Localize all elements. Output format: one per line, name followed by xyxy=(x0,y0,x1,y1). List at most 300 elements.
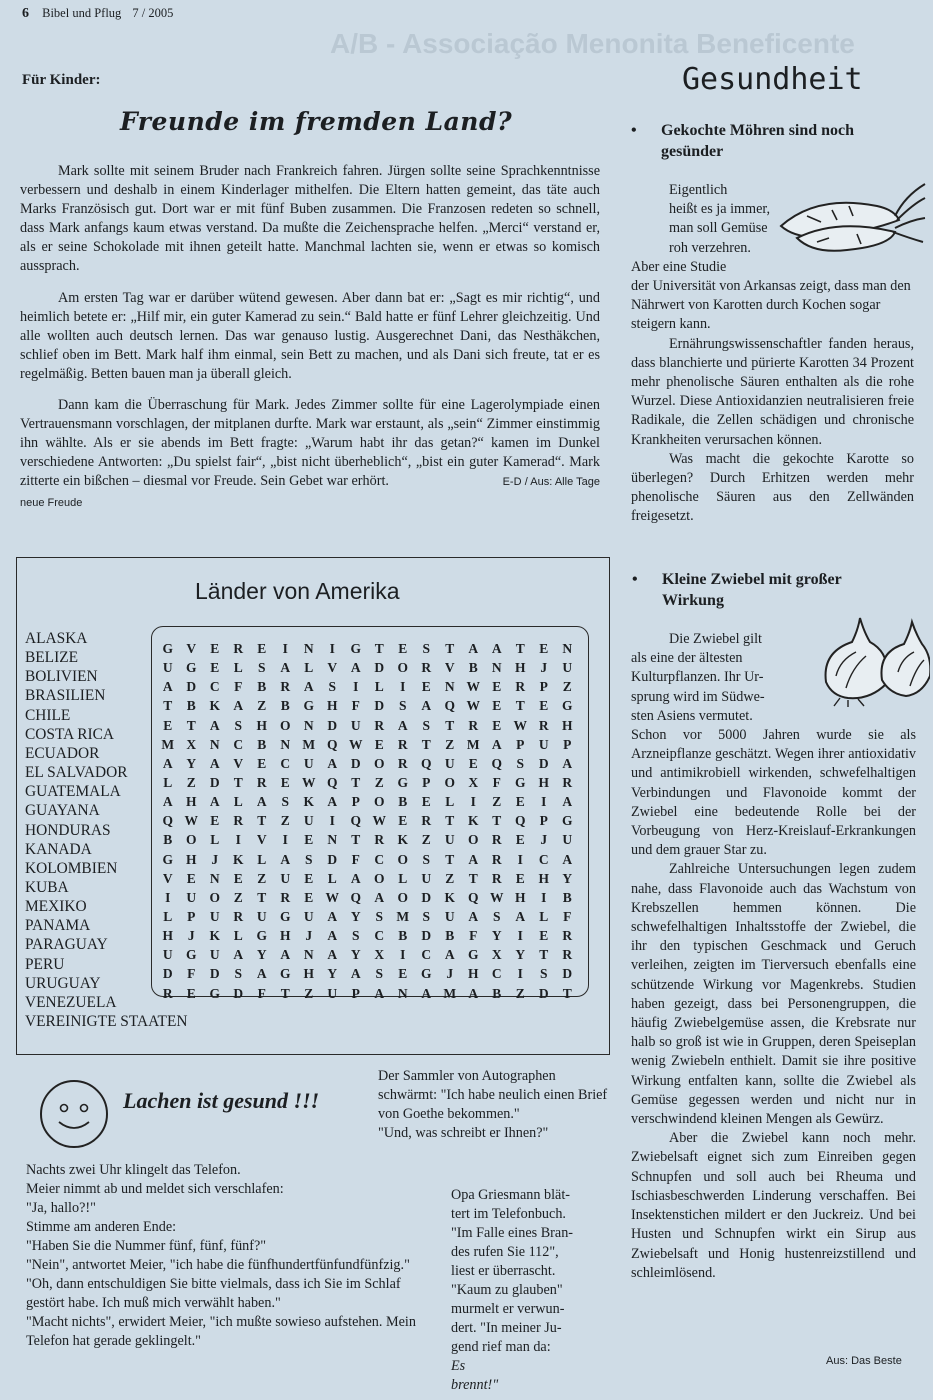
grid-letter: U xyxy=(256,908,267,924)
grid-letter: U xyxy=(209,908,220,924)
grid-letter: X xyxy=(374,947,385,963)
grid-letter: N xyxy=(280,736,291,752)
grid-letter: I xyxy=(329,641,335,656)
grid-letter: Z xyxy=(233,889,243,905)
grid-letter: H xyxy=(256,717,267,733)
grid-letter: T xyxy=(445,717,455,733)
grid-letter: E xyxy=(163,717,173,733)
grid-letter: G xyxy=(162,641,173,656)
grid-letter: W xyxy=(325,889,339,905)
grid-letter: B xyxy=(257,736,267,752)
page-number: 6 xyxy=(22,6,29,21)
country-item: KOLOMBIEN xyxy=(25,859,118,877)
grid-letter: E xyxy=(186,985,196,1001)
grid-letter: D xyxy=(350,755,361,771)
grid-letter: B xyxy=(492,985,502,1001)
grid-letter: A xyxy=(515,908,526,924)
grid-letter: V xyxy=(444,660,455,676)
grid-letter: I xyxy=(517,928,523,944)
grid-letter: U xyxy=(280,870,291,886)
grid-letter: S xyxy=(422,908,430,924)
grid-letter: H xyxy=(538,774,549,790)
grid-letter: O xyxy=(397,889,408,905)
grid-letter: Y xyxy=(327,966,338,982)
grid-letter: O xyxy=(444,774,455,790)
joke-opa xyxy=(451,1186,601,1395)
grid-letter: W xyxy=(466,679,480,695)
grid-letter: A xyxy=(444,947,455,963)
grid-letter: P xyxy=(516,736,525,752)
grid-letter: U xyxy=(562,832,573,848)
grid-letter: E xyxy=(421,679,431,695)
grid-letter: S xyxy=(328,679,336,695)
grid-letter: I xyxy=(517,966,523,982)
grid-letter: F xyxy=(351,698,360,714)
grid-letter: D xyxy=(374,698,385,714)
grid-letter: R xyxy=(468,717,479,733)
grid-letter: D xyxy=(327,851,338,867)
grid-letter: D xyxy=(233,985,244,1001)
grid-letter: G xyxy=(303,698,314,714)
grid-letter: E xyxy=(398,641,408,656)
country-item: KUBA xyxy=(25,878,69,896)
grid-letter: H xyxy=(185,851,197,867)
grid-letter: S xyxy=(422,851,430,867)
grid-letter: E xyxy=(492,679,502,695)
carrot-intro-line: heißt es ja immer, xyxy=(669,201,771,218)
joke-line: Der Sammler von Autographen schwärmt: "Ich habe neulich einen Brief von Goethe bekommen." xyxy=(378,1068,608,1122)
grid-letter: N xyxy=(209,870,220,886)
grid-letter: J xyxy=(540,832,548,848)
grid-letter: Y xyxy=(350,947,361,963)
grid-letter: A xyxy=(468,851,479,867)
grid-letter: C xyxy=(538,851,549,867)
onion-heading: • Kleine Zwiebel mit großer Wirkung xyxy=(662,569,862,611)
country-item: VENEZUELA xyxy=(25,993,117,1011)
grid-letter: I xyxy=(282,832,288,848)
grid-letter: C xyxy=(209,679,220,695)
grid-letter: A xyxy=(209,755,220,771)
grid-letter: Z xyxy=(304,985,314,1001)
country-item: BOLIVIEN xyxy=(25,668,98,686)
grid-letter: X xyxy=(186,736,197,752)
country-item: VEREINIGTE STAATEN xyxy=(25,1013,188,1030)
grid-letter: R xyxy=(491,832,502,848)
grid-letter: A xyxy=(468,908,479,924)
grid-letter: E xyxy=(304,832,314,848)
grid-letter: T xyxy=(257,889,267,905)
grid-letter: T xyxy=(374,641,384,656)
grid-letter: D xyxy=(209,966,220,982)
grid-letter: I xyxy=(282,641,288,656)
grid-letter: R xyxy=(374,717,385,733)
onion-article xyxy=(631,630,916,1283)
grid-letter: A xyxy=(327,947,338,963)
publication-name: Bibel und Pflug xyxy=(42,6,122,20)
onion-intro-line: Kulturpflanzen. Ihr Ur- xyxy=(631,669,764,686)
grid-letter: Z xyxy=(445,870,455,886)
grid-letter: V xyxy=(162,870,173,886)
grid-letter: S xyxy=(492,908,501,924)
grid-letter: F xyxy=(234,679,243,695)
grid-letter: A xyxy=(327,928,338,944)
grid-letter: G xyxy=(279,966,291,982)
country-item: HONDURAS xyxy=(25,821,111,839)
joke-line: "Oh, dann entschuldigen Sie bitte vielmals, dass ich Sie im Schlaf gestört habe. Ich muß mich verwählt haben." xyxy=(26,1276,401,1311)
grid-letter: E xyxy=(492,717,502,733)
health-section-title: Gesundheit xyxy=(682,62,863,97)
grid-letter: C xyxy=(491,966,502,982)
carrot-article xyxy=(631,181,914,527)
grid-letter: E xyxy=(186,870,196,886)
country-item: CHILE xyxy=(25,706,71,724)
grid-letter: I xyxy=(400,947,406,963)
grid-letter: L xyxy=(539,908,549,924)
grid-letter: R xyxy=(562,928,573,944)
grid-letter: A xyxy=(162,794,173,810)
grid-letter: O xyxy=(397,851,408,867)
grid-letter: S xyxy=(234,966,242,982)
grid-letter: F xyxy=(351,851,360,867)
grid-letter: H xyxy=(514,660,526,676)
grid-letter: U xyxy=(162,660,173,676)
grid-letter: A xyxy=(280,947,291,963)
grid-letter: D xyxy=(538,985,549,1001)
story-title: Freunde im fremden Land? xyxy=(120,107,513,136)
grid-letter: S xyxy=(257,660,266,676)
carrot-heading: • Gekochte Möhren sind noch gesünder xyxy=(661,120,861,162)
grid-letter: A xyxy=(327,908,338,924)
joke-punchline: Es xyxy=(451,1358,466,1374)
grid-letter: A xyxy=(209,794,220,810)
grid-letter: A xyxy=(280,851,291,867)
grid-letter: E xyxy=(539,641,549,656)
grid-letter: N xyxy=(562,641,573,656)
grid-letter: T xyxy=(539,947,549,963)
grid-letter: A xyxy=(491,641,502,656)
country-item: ALASKA xyxy=(25,630,88,647)
grid-letter: A xyxy=(256,794,267,810)
joke-line: "Kaum zu glauben" xyxy=(451,1282,563,1298)
grid-letter: C xyxy=(233,736,244,752)
grid-letter: S xyxy=(375,908,383,924)
grid-letter: J xyxy=(187,928,195,944)
grid-letter: A xyxy=(350,660,361,676)
grid-letter: O xyxy=(373,870,385,886)
grid-letter: I xyxy=(470,794,476,810)
grid-letter: R xyxy=(256,774,267,790)
grid-letter: U xyxy=(186,889,197,905)
grid-letter: A xyxy=(162,679,173,695)
grid-letter: G xyxy=(514,774,526,790)
grid-letter: A xyxy=(562,755,573,771)
grid-letter: G xyxy=(561,813,573,829)
grid-letter: O xyxy=(467,832,479,848)
grid-letter: A xyxy=(327,794,338,810)
grid-letter: S xyxy=(422,641,430,656)
onion-intro-line: Die Zwiebel gilt xyxy=(669,631,762,647)
grid-letter: T xyxy=(351,832,361,848)
grid-letter: T xyxy=(492,813,502,829)
grid-letter: E xyxy=(233,870,243,886)
grid-letter: G xyxy=(467,947,479,963)
grid-letter: Y xyxy=(350,908,361,924)
grid-letter: J xyxy=(446,966,454,982)
joke-phone xyxy=(26,1161,426,1351)
page-header xyxy=(22,6,173,22)
grid-letter: U xyxy=(444,755,455,771)
health-source: Aus: Das Beste xyxy=(826,1355,902,1367)
grid-letter: R xyxy=(397,755,408,771)
grid-letter: A xyxy=(233,947,244,963)
country-item: BELIZE xyxy=(25,649,78,667)
grid-letter: E xyxy=(210,813,220,829)
grid-letter: O xyxy=(209,889,220,905)
grid-letter: K xyxy=(444,889,455,905)
grid-letter: U xyxy=(350,717,361,733)
grid-letter: O xyxy=(279,717,291,733)
grid-letter: D xyxy=(374,660,385,676)
grid-letter: K xyxy=(303,794,314,810)
grid-letter: Z xyxy=(562,679,572,695)
onion-paragraph: Aber die Zwiebel kann noch mehr. Zwiebelsaft eignet sich zum Einreiben gegen Schnupfen und soll auch bei Rheuma und Ischiasbeschwerden Linderung verschaffen. Bei Insektenstichen mildert er den Juckreiz. Und bei Husten und Schnupfen wirkt ein Sirup aus Zwiebelsaft und Honig hustenreizstillend und schleimlösend. xyxy=(631,1130,916,1281)
grid-letter: H xyxy=(326,698,338,714)
story-paragraph: Mark sollte mit seinem Bruder nach Frankreich fahren. Jürgen sollte seine Sprachkenntnisse verbessern und deshalb in einem Kinderlager mithelfen. Die Eltern hatten gemeint, das täte auch Marks Französisch gut. Dort war er mit fünf Buben zusammen. Die Franzosen redeten so schnell, dass Mark anfangs kaum etwas verstand. Da mußte die Zeichensprache helfen. „Merci“ verstand er, als er seine Schokolade mit ihnen geteilt hatte. Manchmal lachten sie, wenn er etwas so komisch aussprach. xyxy=(20,163,600,275)
grid-letter: D xyxy=(209,774,220,790)
grid-letter: F xyxy=(187,966,196,982)
grid-letter: A xyxy=(327,755,338,771)
grid-letter: E xyxy=(539,928,549,944)
grid-letter: N xyxy=(491,660,502,676)
carrot-intro-line: Eigentlich xyxy=(669,182,728,198)
grid-letter: S xyxy=(422,717,430,733)
grid-letter: W xyxy=(490,889,504,905)
grid-letter: P xyxy=(422,774,431,790)
grid-letter: L xyxy=(257,851,267,867)
grid-letter: R xyxy=(421,813,432,829)
grid-letter: D xyxy=(421,889,432,905)
grid-letter: H xyxy=(162,928,173,944)
grid-letter: O xyxy=(373,794,385,810)
grid-letter: Z xyxy=(374,774,384,790)
grid-letter: Y xyxy=(515,947,526,963)
grid-letter: J xyxy=(305,928,313,944)
grid-letter: Z xyxy=(492,794,502,810)
grid-letter: N xyxy=(209,736,220,752)
grid-letter: E xyxy=(210,641,220,656)
grid-letter: G xyxy=(279,908,291,924)
grid-letter: Z xyxy=(186,774,196,790)
grid-letter: O xyxy=(397,660,408,676)
grid-letter: N xyxy=(327,832,338,848)
grid-letter: A xyxy=(209,717,220,733)
joke-line: liest er überrascht. xyxy=(451,1263,556,1279)
grid-letter: A xyxy=(350,966,361,982)
joke-autograph xyxy=(378,1067,618,1143)
grid-letter: T xyxy=(257,813,267,829)
story-source: E-D / Aus: Alle Tage neue Freude xyxy=(20,476,600,509)
onion-paragraph: Zahlreiche Untersuchungen legen zudem nahe, dass Flavonoide auch das Wachstum von Krebszellen hemmen können. Die schwefelhaltigen Inhaltsstoffe der Zwiebel, die ihr den typischen Geschmack und Geruch verleihen, zeigten im Tierversuch ebenfalls eine schützende Wirkung vor Magenkrebs. Studien haben gezeigt, dass bei Personengruppen, die häufig Zwiebelgemüse assen, die Krebsrate nur halb so groß ist wie in Gruppen, deren Speiseplan wenig Zwiebeln enthielt. Damit sie ihre positive Wirkung entfalten kann, sollte die Zwiebel als Gemüse gegessen werden und nicht nur in verschwindend kleinen Mengen als Gewürz. xyxy=(631,861,916,1128)
grid-letter: U xyxy=(303,813,314,829)
grid-letter: A xyxy=(491,736,502,752)
grid-letter: B xyxy=(398,794,408,810)
grid-letter: E xyxy=(539,698,549,714)
joke-line: Nachts zwei Uhr klingelt das Telefon. xyxy=(26,1162,241,1178)
grid-letter: I xyxy=(517,851,523,867)
grid-letter: D xyxy=(421,928,432,944)
grid-letter: L xyxy=(374,679,384,695)
grid-letter: W xyxy=(513,717,527,733)
grid-letter: E xyxy=(492,698,502,714)
grid-letter: C xyxy=(421,947,432,963)
grid-letter: U xyxy=(162,947,173,963)
grid-letter: A xyxy=(397,717,408,733)
grid-letter: E xyxy=(468,755,478,771)
grid-letter: A xyxy=(421,698,432,714)
grid-letter: T xyxy=(163,698,173,714)
country-item: MEXIKO xyxy=(25,898,87,916)
grid-letter: Z xyxy=(257,698,267,714)
grid-letter: E xyxy=(421,794,431,810)
grid-letter: G xyxy=(420,966,432,982)
grid-letter: U xyxy=(444,832,455,848)
grid-letter: D xyxy=(162,966,173,982)
country-item: EL SALVADOR xyxy=(25,764,128,782)
grid-letter: I xyxy=(235,832,241,848)
letter-grid xyxy=(151,626,589,1001)
grid-letter: G xyxy=(561,698,573,714)
grid-letter: Y xyxy=(186,755,197,771)
grid-letter: G xyxy=(256,928,267,944)
country-item: PARAGUAY xyxy=(25,936,108,954)
grid-letter: R xyxy=(397,736,408,752)
grid-letter: N xyxy=(397,985,408,1001)
grid-letter: E xyxy=(515,870,525,886)
joke-line: des rufen Sie 112", xyxy=(451,1244,559,1260)
grid-letter: G xyxy=(397,774,408,790)
grid-letter: A xyxy=(162,755,173,771)
grid-letter: M xyxy=(161,736,175,752)
issue-number: 7 / 2005 xyxy=(132,6,174,20)
grid-letter: X xyxy=(468,774,479,790)
story-paragraph: Am ersten Tag war er darüber wütend gewesen. Aber dann bat er: „Sagt es mir richtig“, und heimlich betete er: „Hilf mir, ein guter Kamerad zu sein.“ Bald hatte er fünf Lehrer gleichzeitig. Und alle wollten auch deutsch lernen. Das war genauso lustig. Ausgerechnet Dani, das Nesthäkchen, schlief oben im Bett. Mark half ihm einmal, sein Bett zu machen, und als Dani sich freute, tat er es regelmäßig. Betten bauen man ja überall gleich. xyxy=(20,289,600,382)
grid-letter: I xyxy=(329,813,335,829)
grid-letter: S xyxy=(351,928,360,944)
onion-intro-line: sten Asiens vermutet. xyxy=(631,707,753,724)
grid-letter: S xyxy=(516,755,524,771)
bleed-through-text: A/B - Associação Menonita Beneficente xyxy=(330,28,855,59)
humor-title: Lachen ist gesund !!! xyxy=(123,1088,320,1113)
grid-letter: Y xyxy=(562,870,573,886)
grid-letter: W xyxy=(349,736,363,752)
joke-line: "Macht nichts", erwidert Meier, "ich mußte sowieso aufstehen. Mein Telefon hat gerade geklingelt." xyxy=(26,1314,416,1349)
grid-letter: P xyxy=(351,794,360,810)
grid-letter: Z xyxy=(515,985,525,1001)
grid-letter: S xyxy=(539,966,548,982)
country-item: URUGUAY xyxy=(25,974,101,992)
onion-paragraph: Schon vor 5000 Jahren wurde sie als Arzneipflanze geschätzt. Wegen ihrer antioxidativ und antimikrobiell wirkenden, schwefelhaltigen Verbindungen und Flavonoide kommt der Zwiebel eine bedeutende Rolle bei der Vorbeugung von Herz-Kreislauf-Erkrankungen und dem grauer Star zu. xyxy=(631,727,916,859)
joke-line: dert. "In meiner Ju- xyxy=(451,1320,562,1336)
grid-letter: B xyxy=(163,832,173,848)
grid-letter: A xyxy=(468,985,479,1001)
grid-letter: T xyxy=(468,870,478,886)
section-label: Für Kinder: xyxy=(22,72,101,88)
grid-letter: U xyxy=(303,908,314,924)
grid-letter: E xyxy=(515,832,525,848)
grid-letter: Q xyxy=(350,813,361,829)
grid-letter: D xyxy=(186,679,197,695)
grid-letter: I xyxy=(165,889,171,905)
grid-letter: G xyxy=(209,985,220,1001)
joke-line: "Und, was schreibt er Ihnen?" xyxy=(378,1125,549,1141)
grid-letter: A xyxy=(350,870,361,886)
grid-letter: S xyxy=(281,794,289,810)
carrot-paragraph: Ernährungswissenschaftler fanden heraus, dass blanchierte und pürierte Karotten 34 Prozent mehr phenolische Säuren enthalten als die rohe Wurzel. Diese Antioxidanzien neutralisieren freie Radikale, die Zellen schädigen und chronische Krankheiten verursachen können. xyxy=(631,335,914,448)
grid-letter: S xyxy=(304,851,313,867)
onion-intro-line: sprung wird im Südwe- xyxy=(631,688,765,705)
grid-letter: F xyxy=(469,928,478,944)
onion-intro-line: als eine der ältesten xyxy=(631,650,743,667)
grid-letter: N xyxy=(444,679,455,695)
grid-letter: W xyxy=(466,698,480,714)
grid-letter: R xyxy=(421,660,432,676)
grid-letter: S xyxy=(375,966,383,982)
grid-letter: J xyxy=(540,660,548,676)
grid-letter: R xyxy=(233,813,244,829)
grid-letter: V xyxy=(186,641,197,656)
grid-letter: L xyxy=(163,774,173,790)
grid-letter: G xyxy=(185,660,197,676)
grid-letter: H xyxy=(467,966,479,982)
grid-letter: K xyxy=(209,698,220,714)
carrot-paragraph: Was macht die gekochte Karotte so überlegen? Durch Erhitzen werden mehr phenolische Säuren aus den Zellwänden freigesetzt. xyxy=(631,450,914,525)
grid-letter: B xyxy=(257,679,267,695)
grid-letter: G xyxy=(162,851,173,867)
grid-letter: A xyxy=(374,889,385,905)
country-item: GUAYANA xyxy=(25,802,100,820)
grid-letter: U xyxy=(303,755,314,771)
grid-letter: M xyxy=(466,736,480,752)
grid-letter: P xyxy=(351,985,360,1001)
grid-letter: E xyxy=(304,870,314,886)
country-item: KANADA xyxy=(25,840,92,858)
grid-letter: U xyxy=(421,870,432,886)
grid-letter: T xyxy=(562,985,572,1001)
grid-letter: E xyxy=(374,736,384,752)
grid-letter: V xyxy=(233,755,244,771)
grid-letter: C xyxy=(280,755,291,771)
grid-letter: Q xyxy=(467,889,479,905)
joke-punchline: brennt!" xyxy=(451,1377,499,1393)
joke-line: tert im Telefonbuch. xyxy=(451,1206,566,1222)
grid-letter: B xyxy=(186,698,196,714)
joke-line: Opa Griesmann blät- xyxy=(451,1187,570,1203)
grid-letter: E xyxy=(398,813,408,829)
grid-letter: P xyxy=(187,908,196,924)
country-item: BRASILIEN xyxy=(25,687,106,705)
story-paragraph-text: Dann kam die Überraschung für Mark. Jedes Zimmer sollte für eine Lagerolympiade einen Vertrauensmann vorschlagen, der mitplanen durfte. Mark war erstaunt, als „sein“ Zimmer einstimmig ihn wählte. Als er sie abends im Bett fragte: „Warum habt ihr das getan?“ kamen im Dunkel verschiedene Antworten: „Du spielst fair“, „bist nicht überheblich“, „bist ein guter Kamerad“. Mark zitterte ein bißchen – diesmal vor Freude. Sein Gebet war erhört. xyxy=(20,397,600,490)
grid-letter: P xyxy=(563,736,572,752)
country-item: ECUADOR xyxy=(25,744,100,762)
grid-letter: A xyxy=(233,698,244,714)
country-item: PERU xyxy=(25,955,65,973)
grid-letter: D xyxy=(562,966,573,982)
smiley-icon xyxy=(40,1080,108,1148)
letter-grid-cells xyxy=(156,641,580,1005)
grid-letter: K xyxy=(467,813,479,829)
grid-letter: T xyxy=(421,736,431,752)
joke-line: "Im Falle eines Bran- xyxy=(451,1225,574,1241)
